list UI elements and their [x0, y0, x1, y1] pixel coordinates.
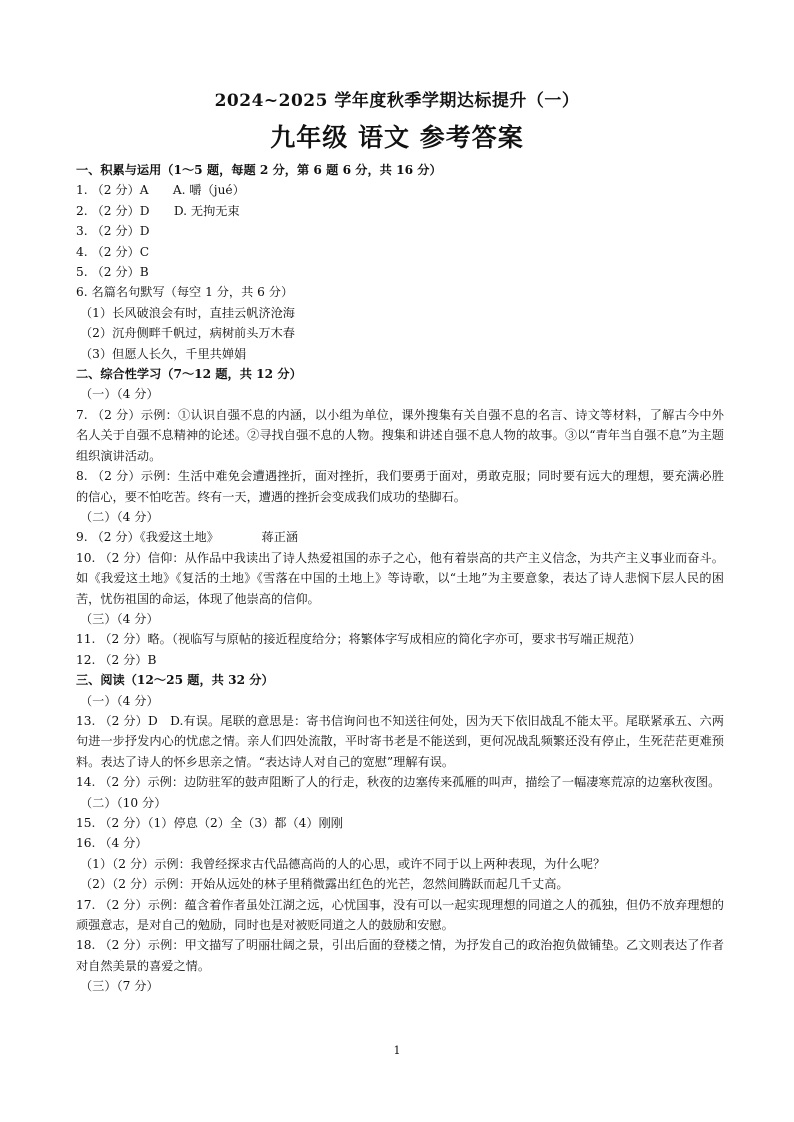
answer-line: 10. （2 分）信仰：从作品中我读出了诗人热爱祖国的赤子之心，他有着崇高的共产主义信念，为共产主义事业而奋斗。如《我爱这土地》《复活的土地》《雪落在中国的土地上》等诗歌，以“土地”为主要意象，表达了诗人悲悯下层人民的困苦，忧伤祖国的命运，体现了他崇高的信仰。	[76, 550, 724, 606]
answer-line: （1）长风破浪会有时，直挂云帆济沧海	[80, 305, 295, 320]
answer-line: （二）（10 分）	[80, 795, 167, 810]
answer-line: （一）（4 分）	[80, 693, 159, 708]
answer-line: （二）（4 分）	[80, 509, 159, 524]
answer-line: （一）（4 分）	[80, 387, 159, 402]
answer-line: 13. （2 分）D D.有误。尾联的意思是：寄书信询问也不知送往何处，因为天下依旧战乱不能太平。尾联紧承五、六两句进一步抒发内心的忧虑之情。亲人们四处流散，平时寄书老是不能送到，更何况战乱频繁还没有停止，生死茫茫更难预料。表达了诗人的怀乡思亲之情。“表达诗人对自己的宽慰”理解有误。	[76, 713, 724, 769]
answer-line: 17. （2 分）示例：蕴含着作者虽处江湖之远，心忧国事，没有可以一起实现理想的同道之人的孤独，但仍不放弃理想的顽强意志，是对自己的勉励，同时也是对被贬同道之人的鼓励和安慰。	[76, 897, 724, 933]
answer-line: 2. （2 分）D D. 无拘无束	[76, 203, 240, 218]
answer-line: 6. 名篇名句默写（每空 1 分，共 6 分）	[76, 285, 294, 300]
section-heading: 一、积累与运用（1～5 题，每题 2 分，第 6 题 6 分，共 16 分）	[76, 163, 442, 177]
answer-line: 7. （2 分）示例：①认识自强不息的内涵，以小组为单位，课外搜集有关自强不息的名言、诗文等材料，了解古今中外名人关于自强不息精神的论述。②寻找自强不息的人物。搜集和讲述自强不息人物的故事。③以“青年当自强不息”为主题组织演讲活动。	[76, 407, 724, 463]
answer-line: （2）沉舟侧畔千帆过，病树前头万木春	[80, 326, 295, 341]
answer-line: （三）（4 分）	[80, 611, 159, 626]
answer-line: 18. （2 分）示例：甲文描写了明丽壮阔之景，引出后面的登楼之情，为抒发自己的政治抱负做铺垫。乙文则表达了作者对自然美景的喜爱之情。	[76, 938, 724, 973]
answer-line: 9. （2 分）《我爱这土地》 蒋正涵	[76, 530, 299, 545]
section-heading: 二、综合性学习（7～12 题，共 12 分）	[76, 367, 302, 382]
document-subtitle: 九年级 语文 参考答案	[270, 123, 524, 152]
section-heading: 三、阅读（12～25 题，共 32 分）	[76, 673, 274, 688]
answer-line: （1）（2 分）示例：我曾经探求古代品德高尚的人的心思，或许不同于以上两种表现，为什么呢？	[80, 856, 606, 871]
exam-title: 2024~2025 学年度秋季学期达标提升（一）	[214, 91, 580, 111]
answer-line: 12. （2 分）B	[76, 652, 157, 667]
answer-line: 5. （2 分）B	[76, 265, 149, 280]
answer-line: 14. （2 分）示例：边防驻军的鼓声阻断了人的行走，秋夜的边塞传来孤雁的叫声，描绘了一幅凄寒荒凉的边塞秋夜图。	[76, 775, 721, 790]
answer-line: 3. （2 分）D	[76, 224, 150, 239]
answer-content	[76, 160, 724, 997]
answer-line: 8. （2 分）示例：生活中难免会遭遇挫折，面对挫折，我们要勇于面对，勇敢克服；同时要有远大的理想，要充满必胜的信心，要不怕吃苦。终有一天，遭遇的挫折会变成我们成功的垫脚石。	[76, 469, 724, 504]
answer-line: 1. （2 分）A A. 嚼（jué）	[76, 183, 245, 198]
answer-line: （2）（2 分）示例：开始从远处的林子里稍微露出红色的光芒，忽然间腾跃而起几千丈高。	[80, 877, 569, 892]
answer-line: 4. （2 分）C	[76, 244, 150, 259]
answer-line: （3）但愿人长久，千里共婵娟	[80, 346, 247, 361]
answer-line: （三）（7 分）	[80, 979, 159, 994]
answer-line: 11. （2 分）略。（视临写与原帖的接近程度给分；将繁体字写成相应的简化字亦可，要求书写端正规范）	[76, 632, 642, 647]
answer-line: 16. （4 分）	[76, 836, 148, 851]
answer-line: 15. （2 分）（1）停息（2）全（3）都（4）刚刚	[76, 816, 343, 830]
page-number: 1	[393, 1044, 401, 1057]
